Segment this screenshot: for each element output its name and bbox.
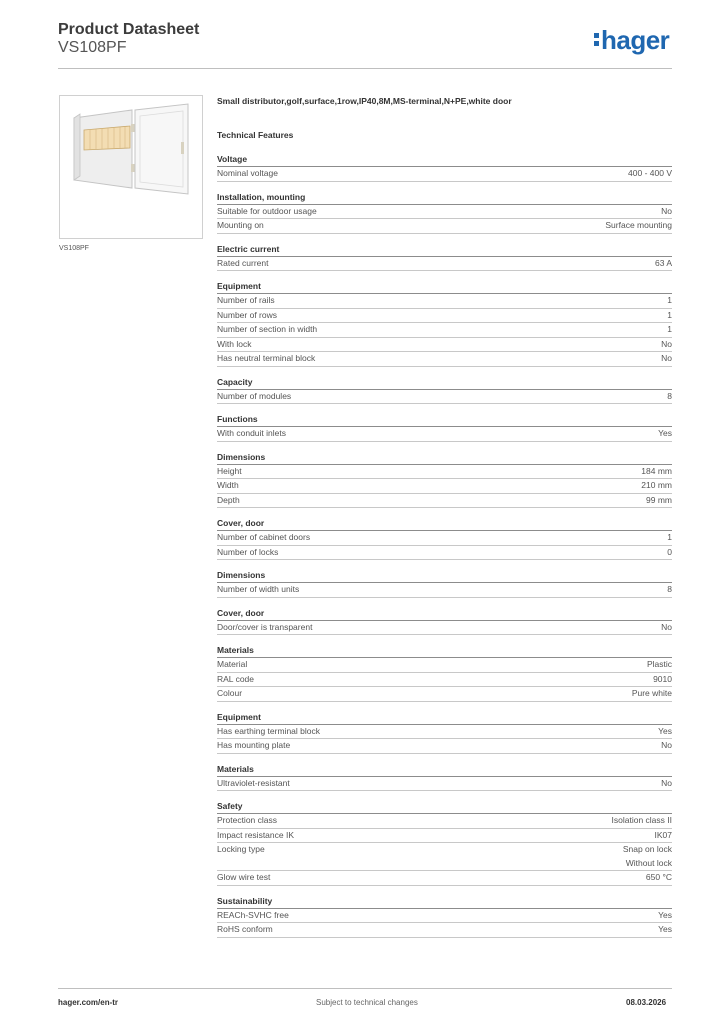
spec-value: Yes — [658, 725, 672, 736]
feature-group — [217, 451, 672, 509]
spec-value: 8 — [667, 390, 672, 401]
group-title: Electric current — [217, 243, 672, 257]
spec-label: Nominal voltage — [217, 168, 278, 178]
group-title: Voltage — [217, 153, 672, 167]
spec-label: RAL code — [217, 673, 255, 684]
technical-features-heading: Technical Features — [217, 130, 294, 140]
spec-row — [217, 843, 672, 871]
feature-group — [217, 280, 672, 367]
feature-group — [217, 711, 672, 754]
spec-label: With conduit inlets — [217, 428, 286, 438]
spec-label: Has earthing terminal block — [217, 725, 320, 736]
spec-value: 1 — [667, 532, 672, 542]
spec-label: Ultraviolet-resistant — [217, 777, 290, 788]
group-title: Safety — [217, 800, 672, 814]
spec-value: 0 — [667, 546, 672, 557]
spec-label: Has mounting plate — [217, 740, 291, 750]
spec-label: REACh-SVHC free — [217, 909, 289, 920]
spec-row — [217, 814, 672, 829]
spec-value: No — [661, 621, 672, 632]
feature-group — [217, 376, 672, 405]
spec-label: Door/cover is transparent — [217, 621, 313, 632]
group-title: Equipment — [217, 711, 672, 725]
feature-group — [217, 763, 672, 792]
group-title: Sustainability — [217, 895, 672, 909]
spec-row — [217, 829, 672, 844]
spec-row — [217, 621, 672, 636]
spec-value: 210 mm — [641, 480, 672, 490]
spec-label: Width — [217, 480, 239, 490]
group-title: Dimensions — [217, 451, 672, 465]
spec-row — [217, 777, 672, 792]
spec-label: Height — [217, 465, 242, 476]
spec-value: No — [661, 740, 672, 750]
spec-row — [217, 871, 672, 886]
feature-group — [217, 191, 672, 234]
spec-row — [217, 390, 672, 405]
spec-label: With lock — [217, 338, 252, 349]
spec-row — [217, 673, 672, 688]
spec-row — [217, 323, 672, 338]
spec-row — [217, 531, 672, 546]
spec-label: Has neutral terminal block — [217, 353, 316, 363]
header-divider — [58, 68, 672, 69]
spec-row — [217, 219, 672, 234]
spec-value: No — [661, 777, 672, 788]
spec-row — [217, 687, 672, 702]
spec-value: 1 — [667, 295, 672, 305]
logo-dots-icon — [594, 27, 599, 49]
feature-groups — [217, 153, 672, 938]
spec-label: Number of locks — [217, 546, 279, 557]
spec-value: Surface mounting — [605, 220, 672, 230]
spec-row — [217, 338, 672, 353]
spec-row — [217, 909, 672, 924]
feature-group — [217, 517, 672, 560]
spec-row — [217, 309, 672, 324]
spec-label: Number of rails — [217, 295, 275, 305]
logo-text: hager — [601, 25, 670, 55]
feature-group — [217, 569, 672, 598]
group-title: Dimensions — [217, 569, 672, 583]
product-code: VS108PF — [58, 39, 127, 56]
feature-group — [217, 800, 672, 886]
footer-divider — [58, 988, 672, 989]
spec-row — [217, 352, 672, 367]
spec-label: Glow wire test — [217, 872, 271, 882]
spec-label: Protection class — [217, 815, 277, 825]
specs-section — [217, 94, 672, 947]
spec-value: No — [661, 205, 672, 216]
spec-row — [217, 546, 672, 561]
spec-value: No — [661, 338, 672, 349]
spec-value: Snap on lock Without lock — [622, 844, 672, 868]
footer-date: 08.03.2026 — [626, 998, 667, 1007]
spec-value: 99 mm — [646, 494, 672, 505]
spec-value: Yes — [658, 924, 672, 934]
page-title: Product Datasheet — [58, 21, 200, 38]
spec-label: RoHS conform — [217, 924, 273, 934]
spec-row — [217, 658, 672, 673]
group-title: Functions — [217, 413, 672, 427]
group-title: Materials — [217, 763, 672, 777]
group-title: Equipment — [217, 280, 672, 294]
spec-value: IK07 — [654, 829, 672, 840]
product-description: Small distributor,golf,surface,1row,IP40,8M,MS-terminal,N+PE,white door — [217, 96, 512, 106]
feature-group — [217, 243, 672, 272]
spec-label: Number of width units — [217, 584, 300, 594]
spec-value: 8 — [667, 584, 672, 594]
spec-value: 184 mm — [641, 465, 672, 476]
group-title: Capacity — [217, 376, 672, 390]
spec-row — [217, 257, 672, 272]
feature-group — [217, 153, 672, 182]
spec-value: 1 — [667, 324, 672, 334]
spec-label: Number of cabinet doors — [217, 532, 311, 542]
spec-label: Rated current — [217, 257, 269, 268]
spec-label: Impact resistance IK — [217, 829, 295, 840]
spec-row — [217, 725, 672, 740]
feature-group — [217, 644, 672, 702]
spec-label: Mounting on — [217, 220, 264, 230]
spec-value: 63 A — [654, 257, 672, 268]
group-title: Cover, door — [217, 607, 672, 621]
spec-value: Yes — [658, 909, 672, 920]
spec-label: Depth — [217, 494, 240, 505]
feature-group — [217, 607, 672, 636]
image-caption: VS108PF — [59, 245, 89, 252]
spec-row — [217, 167, 672, 182]
spec-value: 650 °C — [645, 872, 672, 882]
spec-row — [217, 739, 672, 754]
spec-row — [217, 205, 672, 220]
spec-row — [217, 427, 672, 442]
spec-label: Suitable for outdoor usage — [217, 205, 317, 216]
spec-value: 9010 — [653, 673, 672, 684]
spec-value: Yes — [658, 428, 672, 438]
group-title: Cover, door — [217, 517, 672, 531]
spec-value: Pure white — [631, 688, 672, 698]
footer-note: Subject to technical changes — [316, 998, 418, 1007]
spec-row — [217, 923, 672, 938]
feature-group — [217, 895, 672, 938]
spec-row — [217, 583, 672, 598]
spec-label: Colour — [217, 688, 243, 698]
spec-label: Material — [217, 659, 248, 669]
feature-group — [217, 413, 672, 442]
spec-value: Isolation class II — [611, 815, 672, 825]
footer-website: hager.com/en-tr — [58, 998, 119, 1007]
spec-label: Number of modules — [217, 390, 292, 401]
spec-row — [217, 465, 672, 480]
spec-value: No — [661, 353, 672, 363]
spec-row — [217, 294, 672, 309]
spec-value: 400 - 400 V — [628, 168, 672, 178]
spec-value: Plastic — [646, 659, 672, 669]
group-title: Installation, mounting — [217, 191, 672, 205]
spec-label: Number of section in width — [217, 324, 318, 334]
spec-row — [217, 494, 672, 509]
group-title: Materials — [217, 644, 672, 658]
spec-label: Locking type — [217, 844, 265, 854]
hager-logo — [594, 27, 669, 53]
product-image — [59, 95, 203, 239]
spec-label: Number of rows — [217, 309, 277, 320]
distribution-box-icon — [60, 96, 202, 238]
spec-value: 1 — [667, 309, 672, 320]
spec-row — [217, 479, 672, 494]
